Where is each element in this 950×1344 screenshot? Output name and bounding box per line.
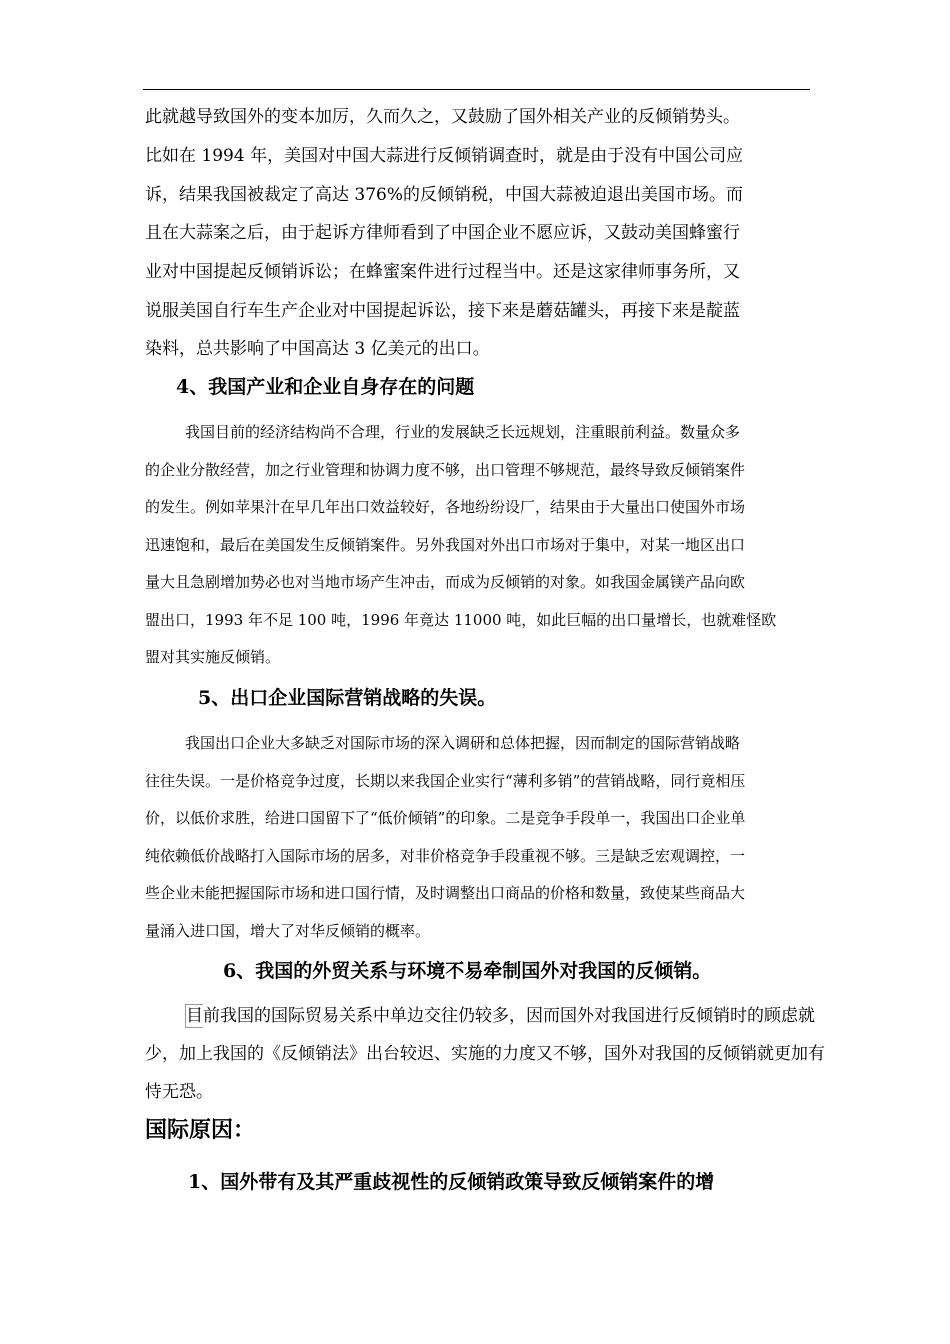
intro-line-3: 诉，结果我国被裁定了高达 376%的反倾销税，中国大蒜被迫退出美国市场。而	[145, 185, 744, 205]
section-4-line-3: 的发生。例如苹果汁在早几年出口效益较好，各地纷纷设厂，结果由于大量出口使国外市场	[145, 498, 746, 516]
section-6-heading: 6、我国的外贸关系与环境不易牵制国外对我国的反倾销。	[223, 960, 712, 982]
intro-line-7: 染料，总共影响了中国高达 3 亿美元的出口。	[145, 339, 490, 359]
intro-line-2: 比如在 1994 年，美国对中国大蒜进行反倾销调查时，就是由于没有中国公司应	[145, 146, 744, 166]
international-heading: 国际原因：	[145, 1117, 256, 1143]
intro-line-4: 且在大蒜案之后，由于起诉方律师看到了中国企业不愿应诉，又鼓动美国蜂蜜行	[145, 223, 740, 243]
section-6-line-3: 恃无恐。	[145, 1082, 213, 1102]
section-6-line-1	[185, 1004, 815, 1028]
section-4-line-6: 盟出口，1993 年不足 100 吨，1996 年竟达 11000 吨，如此巨幅的出口量增长，也就难怪欧	[145, 611, 777, 629]
section-5-line-5: 些企业未能把握国际市场和进口国行情，及时调整出口商品的价格和数量，致使某些商品大	[145, 884, 746, 902]
header-rule	[143, 89, 810, 90]
intro-line-6: 说服美国自行车生产企业对中国提起诉讼，接下来是蘑菇罐头，再接下来是靛蓝	[145, 301, 740, 321]
section-5-line-1: 我国出口企业大多缺乏对国际市场的深入调研和总体把握，因而制定的国际营销战略	[185, 734, 741, 752]
section-5-heading: 5、出口企业国际营销战略的失误。	[198, 687, 497, 709]
section-4-line-2: 的企业分散经营，加之行业管理和协调力度不够，出口管理不够规范，最终导致反倾销案件	[145, 461, 746, 479]
section-4-line-4: 迅速饱和，最后在美国发生反倾销案件。另外我国对外出口市场对于集中，对某一地区出口	[145, 536, 746, 554]
section-6-line-2: 少，加上我国的《反倾销法》出台较迟、实施的力度又不够，国外对我国的反倾销就更加有	[145, 1044, 825, 1064]
section-4-line-7: 盟对其实施反倾销。	[145, 648, 281, 666]
section-5-line-6: 量涌入进口国，增大了对华反倾销的概率。	[145, 922, 431, 940]
text-cursor-marker: 目	[186, 1006, 203, 1026]
section-5-line-2: 往往失误。一是价格竞争过度，长期以来我国企业实行“薄利多销”的营销战略，同行竟相压	[145, 772, 746, 790]
intro-line-1: 此就越导致国外的变本加厉，久而久之，又鼓励了国外相关产业的反倾销势头。	[145, 107, 740, 127]
section-4-heading: 4、我国产业和企业自身存在的问题	[176, 376, 475, 398]
section-4-line-1: 我国目前的经济结构尚不合理，行业的发展缺乏长远规划，注重眼前利益。数量众多	[185, 423, 741, 441]
section-4-line-5: 量大且急剧增加势必也对当地市场产生冲击，而成为反倾销的对象。如我国金属镁产品向欧	[145, 573, 746, 591]
section-6-line-1-text: 前我国的国际贸易关系中单边交往仍较多，因而国外对我国进行反倾销时的顾虑就	[203, 1006, 815, 1026]
intro-line-5: 业对中国提起反倾销诉讼；在蜂蜜案件进行过程当中。还是这家律师事务所，又	[145, 262, 740, 282]
section-5-line-3: 价，以低价求胜，给进口国留下了“低价倾销”的印象。二是竞争手段单一，我国出口企业单	[145, 809, 746, 827]
section-5-line-4: 纯依赖低价战略打入国际市场的居多，对非价格竞争手段重视不够。三是缺乏宏观调控，一	[145, 847, 746, 865]
international-sub-heading: 1、国外带有及其严重歧视性的反倾销政策导致反倾销案件的增	[188, 1171, 715, 1193]
